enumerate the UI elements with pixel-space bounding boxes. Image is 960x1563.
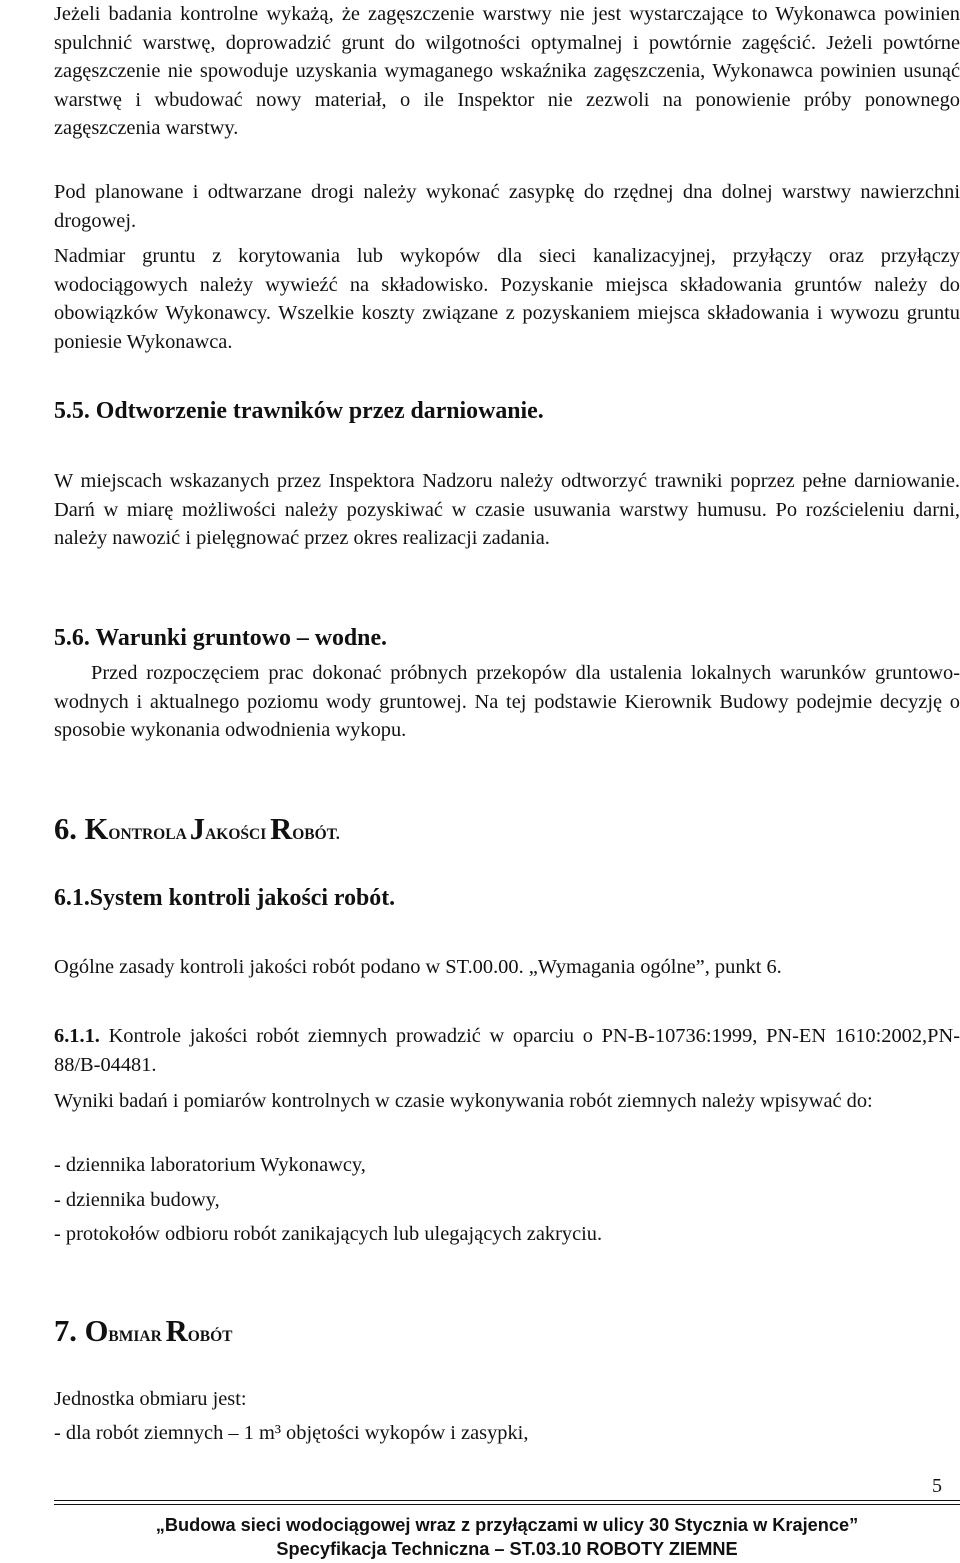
list-item-unit: - dla robót ziemnych – 1 m³ objętości wykopów i zasypki, bbox=[54, 1422, 529, 1444]
number-6-1-1: 6.1.1. bbox=[54, 1025, 100, 1047]
footer-divider bbox=[54, 1500, 960, 1501]
page-number: 5 bbox=[932, 1475, 942, 1497]
heading-6: 6. KONTROLA JAKOŚCI ROBÓT. bbox=[54, 812, 340, 846]
paragraph-results: Wyniki badań i pomiarów kontrolnych w czasie wykonywania robót ziemnych należy wpisywać do: bbox=[54, 1090, 873, 1112]
paragraph-6-1-1: 6.1.1. Kontrole jakości robót ziemnych prowadzić w oparciu o PN-B-10736:1999, PN-EN 1610:2002,PN-88/B-04481. bbox=[54, 1025, 960, 1076]
heading-5-5: 5.5. Odtworzenie trawników przez darniowanie. bbox=[54, 398, 544, 424]
list-item-site-log: - dziennika budowy, bbox=[54, 1189, 220, 1211]
footer-spec-title: Specyfikacja Techniczna – ST.03.10 ROBOTY ZIEMNE bbox=[276, 1539, 738, 1559]
list-item-protocols: - protokołów odbioru robót zanikających lub ulegających zakryciu. bbox=[54, 1223, 603, 1245]
paragraph-unit-intro: Jednostka obmiaru jest: bbox=[54, 1388, 247, 1410]
paragraph-turf: W miejscach wskazanych przez Inspektora Nadzoru należy odtworzyć trawniki poprzez pełne darniowanie. Darń w miarę możliwości należy pozyskiwać w czasie usuwania warstwy humusu. Po rozścieleniu darni, należy nawozić i pielęgnować przez okres realizacji zadania. bbox=[54, 470, 960, 550]
list-item-lab-log: - dziennika laboratorium Wykonawcy, bbox=[54, 1154, 366, 1176]
paragraph-excess-soil: Nadmiar gruntu z korytowania lub wykopów dla sieci kanalizacyjnej, przyłączy oraz przyłączy wodociągowych należy wywieźć na składowisko. Pozyskanie miejsca składowania gruntów należy do obowiązków Wykonawcy. Wszelkie koszty związane z pozyskaniem miejsca składowania i wywozu gruntu poniesie Wykonawca. bbox=[54, 245, 960, 353]
paragraph-backfill: Pod planowane i odtwarzane drogi należy wykonać zasypkę do rzędnej dna dolnej warstwy nawierzchni drogowej. bbox=[54, 181, 960, 232]
heading-6-1: 6.1.System kontroli jakości robót. bbox=[54, 885, 396, 911]
footer-project-title: „Budowa sieci wodociągowej wraz z przyłączami w ulicy 30 Stycznia w Krajence” bbox=[155, 1515, 859, 1535]
paragraph-groundwater: Przed rozpoczęciem prac dokonać próbnych przekopów dla ustalenia lokalnych warunków gruntowo-wodnych i aktualnego poziomu wody gruntowej. Na tej podstawie Kierownik Budowy podejmie decyzję o sposobie wykonania odwodnienia wykopu. bbox=[54, 662, 960, 742]
footer-divider-second bbox=[54, 1504, 960, 1505]
paragraph-compaction: Jeżeli badania kontrolne wykażą, że zagęszczenie warstwy nie jest wystarczające to Wykonawca powinien spulchnić warstwę, doprowadzić grunt do wilgotności optymalnej i powtórnie zagęścić. Jeżeli powtórne zagęszczenie nie spowoduje uzyskania wymaganego wskaźnika zagęszczenia, Wykonawca powinien usunąć warstwę i wbudować nowy materiał, o ile Inspektor nie zezwoli na ponowienie próby ponownego zagęszczenia warstwy. bbox=[54, 3, 960, 140]
heading-5-6: 5.6. Warunki gruntowo – wodne. bbox=[54, 625, 387, 651]
paragraph-general-rules: Ogólne zasady kontroli jakości robót podano w ST.00.00. „Wymagania ogólne”, punkt 6. bbox=[54, 956, 782, 978]
document-page bbox=[54, 0, 960, 1563]
heading-7: 7. OBMIAR ROBÓT bbox=[54, 1314, 233, 1348]
